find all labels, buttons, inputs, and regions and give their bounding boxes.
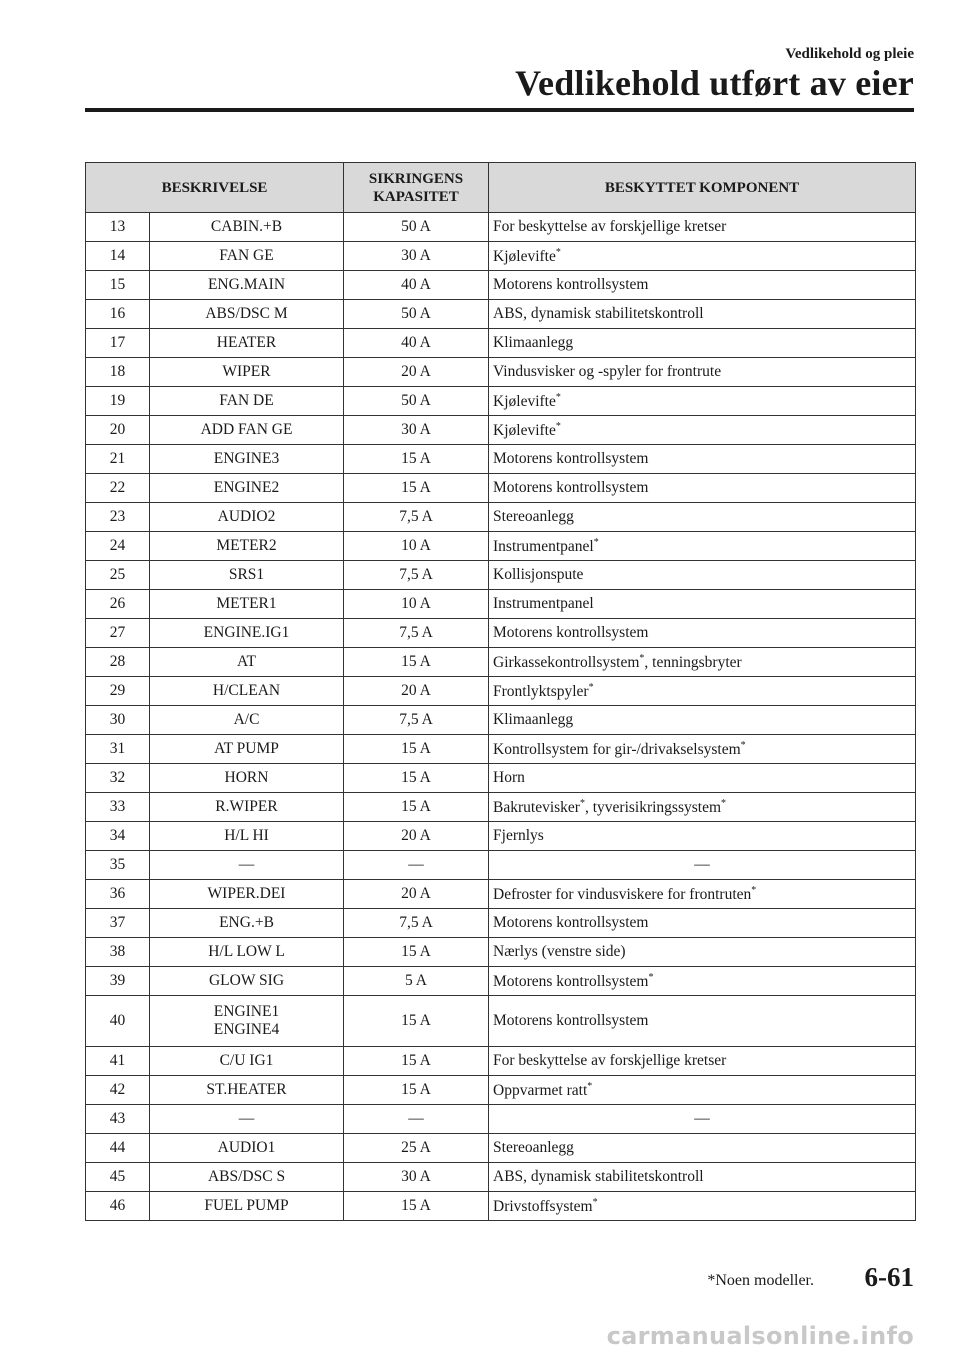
fuse-description-text: — <box>238 856 255 873</box>
fuse-capacity: 20 A <box>344 677 489 706</box>
fuse-description-text: FUEL PUMP <box>204 1197 289 1214</box>
fuse-number: 29 <box>86 677 150 706</box>
table-row <box>86 735 916 764</box>
header-component: BESKYTTET KOMPONENT <box>489 163 916 213</box>
fuse-description <box>150 561 344 590</box>
fuse-capacity: 20 A <box>344 822 489 851</box>
fuse-capacity: 40 A <box>344 271 489 300</box>
fuse-number: 25 <box>86 561 150 590</box>
fuse-capacity: 15 A <box>344 1192 489 1221</box>
component-text: Stereoanlegg <box>493 1139 574 1156</box>
component-text: Horn <box>493 769 525 786</box>
fuse-description-text: ENGINE1 <box>213 1003 280 1020</box>
fuse-description-text: H/L LOW L <box>208 943 285 960</box>
fuse-number: 21 <box>86 445 150 474</box>
fuse-number: 43 <box>86 1105 150 1134</box>
fuse-number: 45 <box>86 1163 150 1192</box>
table-row <box>86 706 916 735</box>
fuse-capacity: 30 A <box>344 1163 489 1192</box>
fuse-capacity: 15 A <box>344 445 489 474</box>
footnote-marker: * <box>593 536 599 548</box>
component-text: Kontrollsystem for gir-/drivakselsystem <box>493 740 741 758</box>
fuse-capacity: 7,5 A <box>344 619 489 648</box>
component-text: Motorens kontrollsystem <box>493 624 649 641</box>
protected-component <box>489 735 916 764</box>
table-row <box>86 445 916 474</box>
component-text: For beskyttelse av forskjellige kretser <box>493 1052 727 1069</box>
fuse-capacity: 15 A <box>344 938 489 967</box>
fuse-number: 24 <box>86 532 150 561</box>
fuse-number: 15 <box>86 271 150 300</box>
fuse-capacity: 15 A <box>344 764 489 793</box>
fuse-description-text: ST.HEATER <box>206 1081 287 1098</box>
protected-component <box>489 1192 916 1221</box>
table-row <box>86 822 916 851</box>
table-row <box>86 387 916 416</box>
fuse-description <box>150 213 344 242</box>
fuse-description <box>150 619 344 648</box>
fuse-description <box>150 706 344 735</box>
fuse-description-text: ABS/DSC S <box>207 1168 286 1185</box>
table-body <box>86 213 916 1221</box>
footnote-marker: * <box>721 797 727 809</box>
fuse-number: 27 <box>86 619 150 648</box>
fuse-capacity: 20 A <box>344 880 489 909</box>
fuse-description <box>150 764 344 793</box>
table-row <box>86 764 916 793</box>
fuse-description <box>150 242 344 271</box>
protected-component <box>489 300 916 329</box>
protected-component <box>489 996 916 1047</box>
component-text: Instrumentpanel <box>493 537 594 555</box>
fuse-capacity: 25 A <box>344 1134 489 1163</box>
protected-component <box>489 1134 916 1163</box>
fuse-description <box>150 735 344 764</box>
component-text: Stereoanlegg <box>493 508 574 525</box>
component-text: — <box>694 1110 710 1127</box>
fuse-capacity: 15 A <box>344 474 489 503</box>
protected-component <box>489 706 916 735</box>
footnote-marker: * <box>648 971 654 983</box>
fuse-number: 41 <box>86 1047 150 1076</box>
fuse-description <box>150 1047 344 1076</box>
fuse-description <box>150 445 344 474</box>
component-text: Bakrutevisker <box>493 798 580 816</box>
component-text: Girkassekontrollsystem <box>493 653 640 671</box>
fuse-number: 14 <box>86 242 150 271</box>
table-row <box>86 213 916 242</box>
fuse-description <box>150 503 344 532</box>
fuse-number: 34 <box>86 822 150 851</box>
table-row <box>86 619 916 648</box>
fuse-description-text: AUDIO2 <box>217 508 276 525</box>
table-row <box>86 329 916 358</box>
fuse-number: 35 <box>86 851 150 880</box>
component-text: Motorens kontrollsystem <box>493 276 649 293</box>
component-text: Kjølevifte <box>493 247 556 265</box>
fuse-description <box>150 938 344 967</box>
fuse-number: 19 <box>86 387 150 416</box>
fuse-description <box>150 358 344 387</box>
footnote-marker: * <box>579 797 585 809</box>
table-row <box>86 300 916 329</box>
fuse-capacity: 15 A <box>344 648 489 677</box>
protected-component <box>489 793 916 822</box>
fuse-number: 44 <box>86 1134 150 1163</box>
footnote-marker: * <box>639 652 645 664</box>
fuse-number: 37 <box>86 909 150 938</box>
fuse-description-text: AT PUMP <box>214 740 279 757</box>
fuse-description-text: METER2 <box>216 537 277 554</box>
fuse-number: 28 <box>86 648 150 677</box>
fuse-number: 32 <box>86 764 150 793</box>
table-row <box>86 474 916 503</box>
protected-component <box>489 590 916 619</box>
table-row <box>86 909 916 938</box>
fuse-description <box>150 822 344 851</box>
header-capacity-line1: SIKRINGENS <box>368 170 464 187</box>
footnote-marker: * <box>592 1196 598 1208</box>
protected-component <box>489 445 916 474</box>
fuse-number: 16 <box>86 300 150 329</box>
protected-component <box>489 387 916 416</box>
table-row <box>86 851 916 880</box>
fuse-capacity: 15 A <box>344 996 489 1047</box>
fuse-description <box>150 387 344 416</box>
footnote-marker: * <box>751 884 757 896</box>
fuse-description-text: ADD FAN GE <box>200 421 293 438</box>
fuse-description-text: ENGINE3 <box>213 450 280 467</box>
fuse-description <box>150 648 344 677</box>
component-text: Motorens kontrollsystem <box>493 914 649 931</box>
fuse-capacity: 30 A <box>344 416 489 445</box>
component-text: Fjernlys <box>493 827 544 844</box>
component-text: Motorens kontrollsystem <box>493 972 649 990</box>
protected-component <box>489 1076 916 1105</box>
fuse-description <box>150 474 344 503</box>
fuse-description-text: WIPER <box>222 363 271 380</box>
table-row <box>86 967 916 996</box>
protected-component <box>489 909 916 938</box>
fuse-number: 40 <box>86 996 150 1047</box>
fuse-description-text: ENGINE.IG1 <box>203 624 290 641</box>
protected-component <box>489 822 916 851</box>
fuse-table <box>85 162 916 1221</box>
component-text: Drivstoffsystem <box>493 1197 593 1215</box>
table-row <box>86 1047 916 1076</box>
fuse-description <box>150 793 344 822</box>
protected-component <box>489 416 916 445</box>
fuse-description-text: ENGINE2 <box>213 479 280 496</box>
fuse-number: 42 <box>86 1076 150 1105</box>
fuse-description-text: ABS/DSC M <box>205 305 288 322</box>
fuse-number: 18 <box>86 358 150 387</box>
fuse-capacity: 7,5 A <box>344 706 489 735</box>
header-capacity-line2: KAPASITET <box>373 188 459 205</box>
fuse-number: 13 <box>86 213 150 242</box>
table-row <box>86 1163 916 1192</box>
fuse-capacity: 50 A <box>344 387 489 416</box>
fuse-description-text: ENG.MAIN <box>207 276 286 293</box>
footnote-marker: * <box>555 246 561 258</box>
fuse-description <box>150 1105 344 1134</box>
fuse-number: 36 <box>86 880 150 909</box>
fuse-description <box>150 1192 344 1221</box>
table-row <box>86 793 916 822</box>
table-row <box>86 590 916 619</box>
protected-component <box>489 561 916 590</box>
fuse-description <box>150 300 344 329</box>
page-title: Vedlikehold utført av eier <box>515 63 914 103</box>
table-row <box>86 503 916 532</box>
fuse-capacity: 7,5 A <box>344 561 489 590</box>
fuse-number: 30 <box>86 706 150 735</box>
fuse-capacity: 15 A <box>344 735 489 764</box>
fuse-description-text: HORN <box>224 769 269 786</box>
header-divider <box>85 108 914 112</box>
fuse-description <box>150 880 344 909</box>
fuse-capacity: 15 A <box>344 1076 489 1105</box>
table-row <box>86 880 916 909</box>
fuse-description <box>150 271 344 300</box>
section-heading: Vedlikehold og pleie <box>785 46 914 62</box>
fuse-capacity: 10 A <box>344 590 489 619</box>
fuse-description-text: GLOW SIG <box>208 972 285 989</box>
fuse-capacity: 50 A <box>344 213 489 242</box>
footnote-marker: * <box>555 420 561 432</box>
fuse-capacity: — <box>344 1105 489 1134</box>
footnote: *Noen modeller. <box>707 1272 814 1289</box>
component-text: Kjølevifte <box>493 392 556 410</box>
protected-component <box>489 329 916 358</box>
fuse-capacity: 15 A <box>344 793 489 822</box>
fuse-number: 38 <box>86 938 150 967</box>
table-row <box>86 648 916 677</box>
protected-component <box>489 1163 916 1192</box>
fuse-description-text: A/C <box>233 711 260 728</box>
fuse-number: 46 <box>86 1192 150 1221</box>
fuse-description <box>150 329 344 358</box>
table-row <box>86 1192 916 1221</box>
fuse-description-text: H/L HI <box>224 827 269 844</box>
fuse-capacity: 7,5 A <box>344 909 489 938</box>
fuse-capacity: 40 A <box>344 329 489 358</box>
fuse-description-text: METER1 <box>216 595 277 612</box>
component-text: , tenningsbryter <box>644 653 742 671</box>
fuse-description <box>150 1134 344 1163</box>
table-row <box>86 532 916 561</box>
fuse-description-text: H/CLEAN <box>212 682 281 699</box>
protected-component <box>489 1047 916 1076</box>
fuse-description <box>150 1076 344 1105</box>
fuse-description-text: WIPER.DEI <box>207 885 286 902</box>
table-row <box>86 938 916 967</box>
table-row <box>86 242 916 271</box>
footnote-marker: * <box>740 739 746 751</box>
protected-component <box>489 677 916 706</box>
protected-component <box>489 648 916 677</box>
fuse-description-text: FAN DE <box>219 392 274 409</box>
fuse-capacity: — <box>344 851 489 880</box>
fuse-number: 31 <box>86 735 150 764</box>
component-text: Klimaanlegg <box>493 334 574 351</box>
table-row <box>86 561 916 590</box>
protected-component <box>489 851 916 880</box>
fuse-capacity: 20 A <box>344 358 489 387</box>
fuse-capacity: 30 A <box>344 242 489 271</box>
fuse-description <box>150 909 344 938</box>
component-text: Nærlys (venstre side) <box>493 943 626 960</box>
fuse-description-text: CABIN.+B <box>210 218 283 235</box>
protected-component <box>489 358 916 387</box>
protected-component <box>489 1105 916 1134</box>
fuse-description-text: — <box>238 1110 255 1127</box>
fuse-number: 23 <box>86 503 150 532</box>
component-text: — <box>694 856 710 873</box>
table-row <box>86 996 916 1047</box>
fuse-description-text: AUDIO1 <box>217 1139 276 1156</box>
fuse-description-text: HEATER <box>216 334 277 351</box>
fuse-description-text: C/U IG1 <box>219 1052 274 1069</box>
component-text: Motorens kontrollsystem <box>493 479 649 496</box>
component-text: Vindusvisker og -spyler for frontrute <box>493 363 722 380</box>
footnote-marker: * <box>588 681 594 693</box>
fuse-description <box>150 1163 344 1192</box>
fuse-capacity: 10 A <box>344 532 489 561</box>
component-text: , tyverisikringssystem <box>584 798 722 816</box>
protected-component <box>489 271 916 300</box>
fuse-description-text: R.WIPER <box>215 798 278 815</box>
fuse-description-text: ENG.+B <box>219 914 274 931</box>
fuse-number: 20 <box>86 416 150 445</box>
component-text: Motorens kontrollsystem <box>493 450 649 467</box>
protected-component <box>489 938 916 967</box>
header-capacity <box>344 163 489 213</box>
component-text: Klimaanlegg <box>493 711 574 728</box>
fuse-description-text: SRS1 <box>228 566 265 583</box>
footnote-marker: * <box>587 1080 593 1092</box>
fuse-number: 17 <box>86 329 150 358</box>
table-header-row <box>86 163 916 213</box>
protected-component <box>489 532 916 561</box>
protected-component <box>489 764 916 793</box>
protected-component <box>489 967 916 996</box>
table-row <box>86 358 916 387</box>
fuse-description <box>150 967 344 996</box>
fuse-description <box>150 851 344 880</box>
protected-component <box>489 619 916 648</box>
component-text: Kollisjonspute <box>493 566 584 583</box>
component-text: Defroster for vindusviskere for frontruten <box>493 885 752 903</box>
fuse-description-text: ENGINE4 <box>213 1021 280 1038</box>
table-row <box>86 271 916 300</box>
table-row <box>86 1076 916 1105</box>
fuse-number: 26 <box>86 590 150 619</box>
fuse-description <box>150 590 344 619</box>
component-text: Frontlyktspyler <box>493 682 589 700</box>
fuse-number: 33 <box>86 793 150 822</box>
fuse-capacity: 7,5 A <box>344 503 489 532</box>
fuse-description <box>150 996 344 1047</box>
component-text: Oppvarmet ratt <box>493 1081 588 1099</box>
component-text: For beskyttelse av forskjellige kretser <box>493 218 727 235</box>
component-text: Instrumentpanel <box>493 595 594 612</box>
fuse-description <box>150 532 344 561</box>
fuse-capacity: 5 A <box>344 967 489 996</box>
component-text: Kjølevifte <box>493 421 556 439</box>
protected-component <box>489 242 916 271</box>
header-description: BESKRIVELSE <box>86 163 344 213</box>
protected-component <box>489 880 916 909</box>
fuse-number: 39 <box>86 967 150 996</box>
protected-component <box>489 474 916 503</box>
fuse-description-text: FAN GE <box>219 247 274 264</box>
protected-component <box>489 213 916 242</box>
table-row <box>86 416 916 445</box>
fuse-capacity: 15 A <box>344 1047 489 1076</box>
fuse-number: 22 <box>86 474 150 503</box>
component-text: Motorens kontrollsystem <box>493 1012 649 1029</box>
table-row <box>86 1134 916 1163</box>
page-number: 6-61 <box>864 1262 914 1292</box>
fuse-capacity: 50 A <box>344 300 489 329</box>
component-text: ABS, dynamisk stabilitetskontroll <box>493 1168 704 1185</box>
fuse-description <box>150 416 344 445</box>
table-row <box>86 677 916 706</box>
table-row <box>86 1105 916 1134</box>
protected-component <box>489 503 916 532</box>
watermark: carmanualsonline.info <box>606 1322 914 1350</box>
fuse-description-text: AT <box>237 653 256 670</box>
fuse-description <box>150 677 344 706</box>
component-text: ABS, dynamisk stabilitetskontroll <box>493 305 704 322</box>
footnote-marker: * <box>555 391 561 403</box>
